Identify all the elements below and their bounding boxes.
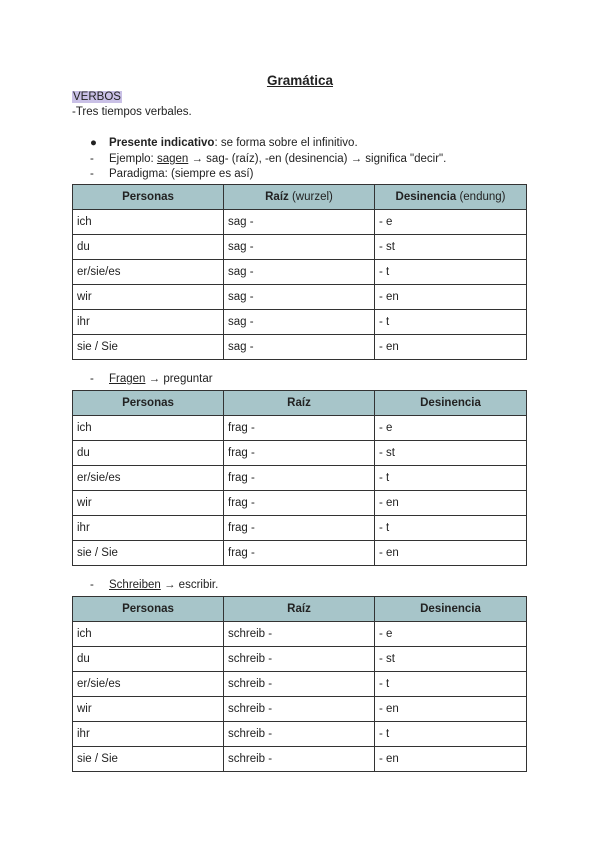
example-rest: → sag- (raíz), -en (desinencia) → significa "decir". <box>188 153 447 165</box>
bullet-presente-bold: Presente indicativo <box>109 137 215 149</box>
header-personas <box>73 185 224 210</box>
header-raiz: Raíz <box>224 391 375 416</box>
cell-desinencia: - t <box>375 722 527 747</box>
schreiben-word: Schreiben <box>109 579 161 591</box>
table-row <box>73 416 527 441</box>
cell-desinencia: - t <box>375 516 527 541</box>
cell-persona: er/sie/es <box>73 672 224 697</box>
header-personas: Personas <box>73 597 224 622</box>
cell-desinencia: - en <box>375 541 527 566</box>
cell-persona: wir <box>73 285 224 310</box>
header-light: (wurzel) <box>288 191 333 203</box>
schreiben-line <box>90 579 218 591</box>
cell-persona: ich <box>73 210 224 235</box>
cell-desinencia: - t <box>375 672 527 697</box>
header-bold: Desinencia <box>395 191 457 203</box>
cell-desinencia: - t <box>375 310 527 335</box>
cell-persona: du <box>73 235 224 260</box>
section-label-verbos: VERBOS <box>73 91 121 103</box>
dash-marker: - <box>90 579 94 591</box>
cell-raiz: schreib - <box>224 697 375 722</box>
example-prefix: Ejemplo: <box>109 153 157 165</box>
cell-persona: ihr <box>73 310 224 335</box>
cell-raiz: sag - <box>224 285 375 310</box>
dash-marker: - <box>90 153 94 165</box>
cell-raiz: schreib - <box>224 747 375 772</box>
cell-persona: ich <box>73 622 224 647</box>
cell-raiz: schreib - <box>224 622 375 647</box>
cell-raiz: schreib - <box>224 672 375 697</box>
header-raiz <box>224 185 375 210</box>
cell-raiz: sag - <box>224 235 375 260</box>
table-row <box>73 466 527 491</box>
table-row <box>73 697 527 722</box>
cell-desinencia: - en <box>375 697 527 722</box>
table-row <box>73 622 527 647</box>
header-bold: Personas <box>122 191 174 203</box>
dash-marker: - <box>90 373 94 385</box>
fragen-line <box>90 373 213 385</box>
table-row <box>73 310 527 335</box>
intro-text: -Tres tiempos verbales. <box>72 106 192 118</box>
cell-persona: du <box>73 441 224 466</box>
cell-persona: ich <box>73 416 224 441</box>
bullet-dot-icon: ● <box>90 137 97 149</box>
cell-desinencia: - t <box>375 466 527 491</box>
table-row <box>73 491 527 516</box>
table-row <box>73 335 527 360</box>
table-sagen <box>72 184 527 360</box>
cell-raiz: frag - <box>224 466 375 491</box>
header-light: (endung) <box>456 191 506 203</box>
dash-marker: - <box>90 168 94 180</box>
table-row <box>73 516 527 541</box>
cell-persona: sie / Sie <box>73 541 224 566</box>
cell-persona: sie / Sie <box>73 335 224 360</box>
table-schreiben <box>72 596 527 772</box>
cell-persona: wir <box>73 697 224 722</box>
cell-desinencia: - e <box>375 622 527 647</box>
table-row <box>73 210 527 235</box>
table-fragen <box>72 390 527 566</box>
cell-persona: wir <box>73 491 224 516</box>
example-line <box>90 153 446 165</box>
table-row <box>73 441 527 466</box>
cell-desinencia: - st <box>375 647 527 672</box>
cell-desinencia: - e <box>375 210 527 235</box>
cell-raiz: frag - <box>224 491 375 516</box>
table-row <box>73 722 527 747</box>
cell-desinencia: - en <box>375 335 527 360</box>
cell-desinencia: - t <box>375 260 527 285</box>
cell-persona: er/sie/es <box>73 260 224 285</box>
page-title: Gramática <box>266 73 334 88</box>
bullet-presente <box>90 137 358 149</box>
cell-raiz: frag - <box>224 516 375 541</box>
example-word: sagen <box>156 153 189 165</box>
table-row <box>73 747 527 772</box>
cell-desinencia: - en <box>375 491 527 516</box>
paradigm-line <box>90 168 253 180</box>
table-row <box>73 647 527 672</box>
table-row <box>73 541 527 566</box>
schreiben-rest: → escribir. <box>160 579 219 591</box>
cell-persona: er/sie/es <box>73 466 224 491</box>
cell-raiz: frag - <box>224 416 375 441</box>
fragen-rest: → preguntar <box>145 373 213 385</box>
table-row <box>73 285 527 310</box>
cell-desinencia: - e <box>375 416 527 441</box>
cell-desinencia: - en <box>375 747 527 772</box>
cell-raiz: sag - <box>224 260 375 285</box>
paradigm-text: Paradigma: (siempre es así) <box>109 168 254 180</box>
table-row <box>73 672 527 697</box>
header-desinencia: Desinencia <box>375 597 527 622</box>
table-row <box>73 235 527 260</box>
cell-persona: sie / Sie <box>73 747 224 772</box>
cell-raiz: schreib - <box>224 647 375 672</box>
header-raiz: Raíz <box>224 597 375 622</box>
cell-raiz: frag - <box>224 441 375 466</box>
header-desinencia <box>375 185 527 210</box>
cell-persona: ihr <box>73 722 224 747</box>
cell-persona: ihr <box>73 516 224 541</box>
cell-raiz: schreib - <box>224 722 375 747</box>
cell-desinencia: - st <box>375 235 527 260</box>
header-bold: Raíz <box>265 191 289 203</box>
table-header-row <box>73 391 527 416</box>
cell-persona: du <box>73 647 224 672</box>
cell-desinencia: - st <box>375 441 527 466</box>
cell-raiz: sag - <box>224 310 375 335</box>
cell-desinencia: - en <box>375 285 527 310</box>
cell-raiz: sag - <box>224 335 375 360</box>
table-header-row <box>73 185 527 210</box>
cell-raiz: frag - <box>224 541 375 566</box>
fragen-word: Fragen <box>109 373 146 385</box>
table-header-row <box>73 597 527 622</box>
bullet-presente-rest: : se forma sobre el infinitivo. <box>214 137 358 149</box>
header-desinencia: Desinencia <box>375 391 527 416</box>
table-row <box>73 260 527 285</box>
cell-raiz: sag - <box>224 210 375 235</box>
header-personas: Personas <box>73 391 224 416</box>
